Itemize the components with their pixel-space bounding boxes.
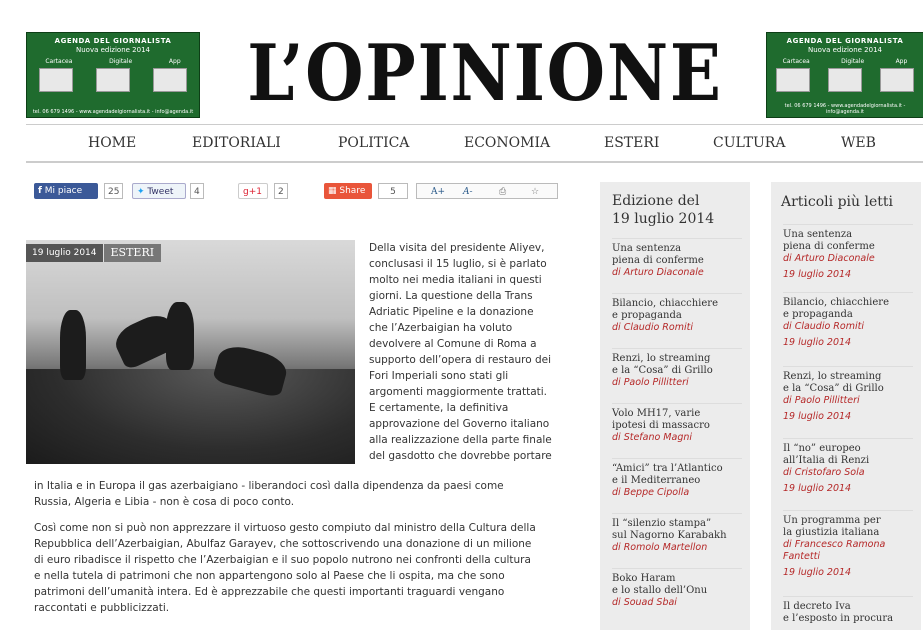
item-title: sul Nagorno Karabakh — [612, 530, 727, 541]
text-line: del gasdotto che dovrebbe portare — [369, 450, 552, 462]
most-read-item[interactable] — [783, 438, 913, 495]
tweet-button[interactable]: ✦ Tweet — [132, 183, 186, 199]
item-title: Una sentenza — [612, 243, 682, 254]
item-author: di Arturo Diaconale — [783, 253, 875, 264]
edition-item[interactable] — [612, 513, 742, 554]
edition-title-line: 19 luglio 2014 — [612, 211, 715, 227]
item-author: di Francesco Ramona Fantetti — [783, 539, 886, 562]
ad-footer: tel. 06 679 1496 - www.agendadelgiornalista.it - info@agenda.it — [784, 103, 906, 115]
text-line: argomenti maggiormente trattati. — [369, 386, 548, 398]
ad-label: Digitale — [841, 58, 865, 65]
nav-item-economia[interactable]: ECONOMIA — [464, 135, 551, 151]
text-line: raccontati e pubblicizzati. — [34, 602, 170, 614]
ad-title: AGENDA DEL GIORNALISTA — [786, 37, 904, 45]
most-read-item[interactable] — [783, 510, 913, 579]
image-soldier — [166, 302, 194, 370]
item-title: Boko Haram — [612, 573, 676, 584]
item-title: e propaganda — [783, 309, 853, 320]
nav-item-home[interactable]: HOME — [88, 135, 137, 151]
twitter-icon: ✦ — [137, 187, 145, 197]
ad-banner-right[interactable] — [766, 32, 923, 118]
facebook-icon: f — [38, 186, 42, 196]
item-title: Bilancio, chiacchiere — [612, 298, 718, 309]
text-line: Così come non si può non apprezzare il virtuoso gesto compiuto dal ministro della Cultura della — [34, 522, 536, 534]
print-icon[interactable]: ⎙ — [499, 187, 507, 197]
edition-item[interactable] — [612, 348, 742, 389]
tablet-icon — [880, 68, 914, 92]
item-date: 19 luglio 2014 — [783, 567, 852, 578]
item-author: di Romolo Martellon — [612, 542, 708, 553]
edition-item[interactable] — [612, 238, 742, 279]
item-author: di Souad Sbai — [612, 597, 677, 608]
text-line: approvazione del Governo italiano — [369, 418, 550, 430]
text-line: in Italia e in Europa il gas azerbaigiano - liberandoci così dalla dipendenza da paesi come — [34, 480, 504, 492]
article-body-para1 — [34, 478, 579, 510]
main-nav — [26, 124, 923, 163]
item-author: di Arturo Diaconale — [612, 267, 704, 278]
font-increase-button[interactable]: A+ — [431, 187, 446, 197]
item-author: di Claudio Romiti — [783, 321, 864, 332]
share-count: 5 — [378, 183, 408, 199]
item-date: 19 luglio 2014 — [783, 483, 852, 494]
ad-label: Cartacea — [782, 58, 810, 65]
text-line: Adriatic Pipeline e la donazione — [369, 306, 534, 318]
article-date: 19 luglio 2014 — [26, 244, 103, 262]
item-title: piena di conferme — [783, 241, 875, 252]
image-soldier — [60, 310, 86, 380]
text-line: molto nei media italiani in questi — [369, 274, 542, 286]
laptop-icon — [828, 68, 862, 92]
edition-title-line: Edizione del — [612, 193, 700, 209]
text-line: giorni. La questione della Trans — [369, 290, 533, 302]
facebook-like-count: 25 — [104, 183, 123, 199]
item-title: ipotesi di massacro — [612, 420, 710, 431]
edition-item[interactable] — [612, 293, 742, 334]
article-body-top — [369, 240, 569, 464]
most-read-title: Articoli più letti — [781, 194, 893, 210]
ad-subtitle: Nuova edizione 2014 — [76, 46, 150, 54]
share-icon: ▦ — [328, 186, 337, 196]
article-tools — [416, 183, 558, 199]
ad-footer: tel. 06 679 1496 - www.agendadelgiornalista.it - info@agenda.it — [32, 109, 194, 115]
site-logo[interactable]: L’OPINIONE — [247, 28, 723, 119]
item-author: di Cristofaro Sola — [783, 467, 865, 478]
book-icon — [39, 68, 73, 92]
most-read-item[interactable] — [783, 366, 913, 423]
article-body-para2 — [34, 520, 579, 616]
item-title: e l’esposto in procura — [783, 613, 894, 624]
text-line: e nella tutela di patrimoni che non appartengono solo al Paese che li ospita, ma che sono — [34, 570, 505, 582]
item-title: “Amici” tra l’Atlantico — [612, 463, 723, 474]
text-line: supporto dell’opera di restauro dei — [369, 354, 552, 366]
ad-label: App — [168, 58, 181, 65]
most-read-item[interactable] — [783, 596, 913, 625]
item-title: Bilancio, chiacchiere — [783, 297, 889, 308]
text-line: alla realizzazione della parte finale — [369, 434, 552, 446]
ad-banner-left[interactable] — [26, 32, 200, 118]
item-title: all’Italia di Renzi — [783, 455, 870, 466]
ad-title: AGENDA DEL GIORNALISTA — [54, 37, 172, 45]
item-date: 19 luglio 2014 — [783, 269, 852, 280]
item-title: e la “Cosa” di Grillo — [612, 365, 713, 376]
item-title: e il Mediterraneo — [612, 475, 701, 486]
item-title: piena di conferme — [612, 255, 704, 266]
laptop-icon — [96, 68, 130, 92]
ad-label: App — [895, 58, 908, 65]
nav-item-esteri[interactable]: ESTERI — [604, 135, 660, 151]
edition-item[interactable] — [612, 568, 742, 609]
nav-item-politica[interactable]: POLITICA — [338, 135, 410, 151]
share-button[interactable]: ▦ Share — [324, 183, 372, 199]
google-plus-count: 2 — [274, 183, 288, 199]
item-title: e propaganda — [612, 310, 682, 321]
article-badge — [26, 244, 161, 262]
text-line: patrimoni dell’umanità intera. Ed è apprezzabile che questi importanti traguardi vengano — [34, 586, 505, 598]
text-line: che l’Azerbaigian ha voluto — [369, 322, 513, 334]
tweet-count: 4 — [190, 183, 204, 199]
nav-item-web[interactable]: WEB — [841, 135, 876, 151]
most-read-item[interactable] — [783, 224, 913, 281]
most-read-item[interactable] — [783, 292, 913, 349]
text-line: E certamente, la definitiva — [369, 402, 509, 414]
text-line: Repubblica dell’Azerbaigian, Abulfaz Garayev, che sottoscrivendo una donazione di un milione — [34, 538, 532, 550]
google-plus-button[interactable]: g+1 — [238, 183, 268, 199]
item-title: la giustizia italiana — [783, 527, 880, 538]
item-title: Renzi, lo streaming — [783, 371, 882, 382]
item-title: Il decreto Iva — [783, 601, 851, 612]
item-date: 19 luglio 2014 — [783, 411, 852, 422]
edition-sidebar — [600, 182, 750, 630]
text-line: Della visita del presidente Aliyev, — [369, 242, 545, 254]
social-bar — [34, 181, 559, 201]
book-icon — [776, 68, 810, 92]
item-title: Volo MH17, varie — [612, 408, 701, 419]
text-line: Russia, Algeria e Libia - non è cosa di poco conto. — [34, 496, 295, 508]
text-line: conclusasi il 15 luglio, si è parlato — [369, 258, 547, 270]
item-title: Una sentenza — [783, 229, 853, 240]
ad-subtitle: Nuova edizione 2014 — [808, 46, 882, 54]
star-icon[interactable]: ☆ — [531, 187, 540, 197]
item-title: Il “silenzio stampa” — [612, 518, 712, 529]
item-author: di Claudio Romiti — [612, 322, 693, 333]
item-title: e lo stallo dell’Onu — [612, 585, 708, 596]
item-author: di Paolo Pillitteri — [783, 395, 860, 406]
text-line: Fori Imperiali sono stati gli — [369, 370, 509, 382]
nav-item-cultura[interactable]: CULTURA — [713, 135, 786, 151]
tablet-icon — [153, 68, 187, 92]
item-author: di Stefano Magni — [612, 432, 693, 443]
image-hill — [26, 369, 355, 464]
text-line: devolvere al Comune di Roma a — [369, 338, 537, 350]
item-title: Un programma per — [783, 515, 881, 526]
edition-item[interactable] — [612, 403, 742, 444]
item-author: di Beppe Cipolla — [612, 487, 690, 498]
facebook-like-button[interactable]: f Mi piace — [34, 183, 98, 199]
font-decrease-button[interactable]: A- — [463, 187, 473, 197]
item-title: Renzi, lo streaming — [612, 353, 711, 364]
article-image — [26, 240, 355, 464]
nav-item-editoriali[interactable]: EDITORIALI — [192, 135, 281, 151]
item-date: 19 luglio 2014 — [783, 337, 852, 348]
most-read-sidebar — [771, 182, 921, 630]
article-section[interactable]: ESTERI — [103, 244, 162, 262]
item-title: Il “no” europeo — [783, 443, 861, 454]
ad-label: Digitale — [109, 58, 133, 65]
ad-label: Cartacea — [45, 58, 73, 65]
item-title: e la “Cosa” di Grillo — [783, 383, 884, 394]
item-author: di Paolo Pillitteri — [612, 377, 689, 388]
edition-title — [612, 192, 714, 228]
edition-item[interactable] — [612, 458, 742, 499]
text-line: di euro ribadisce il rispetto che l’Azerbaigian e il suo popolo nutrono nei confronti della cultura — [34, 554, 531, 566]
